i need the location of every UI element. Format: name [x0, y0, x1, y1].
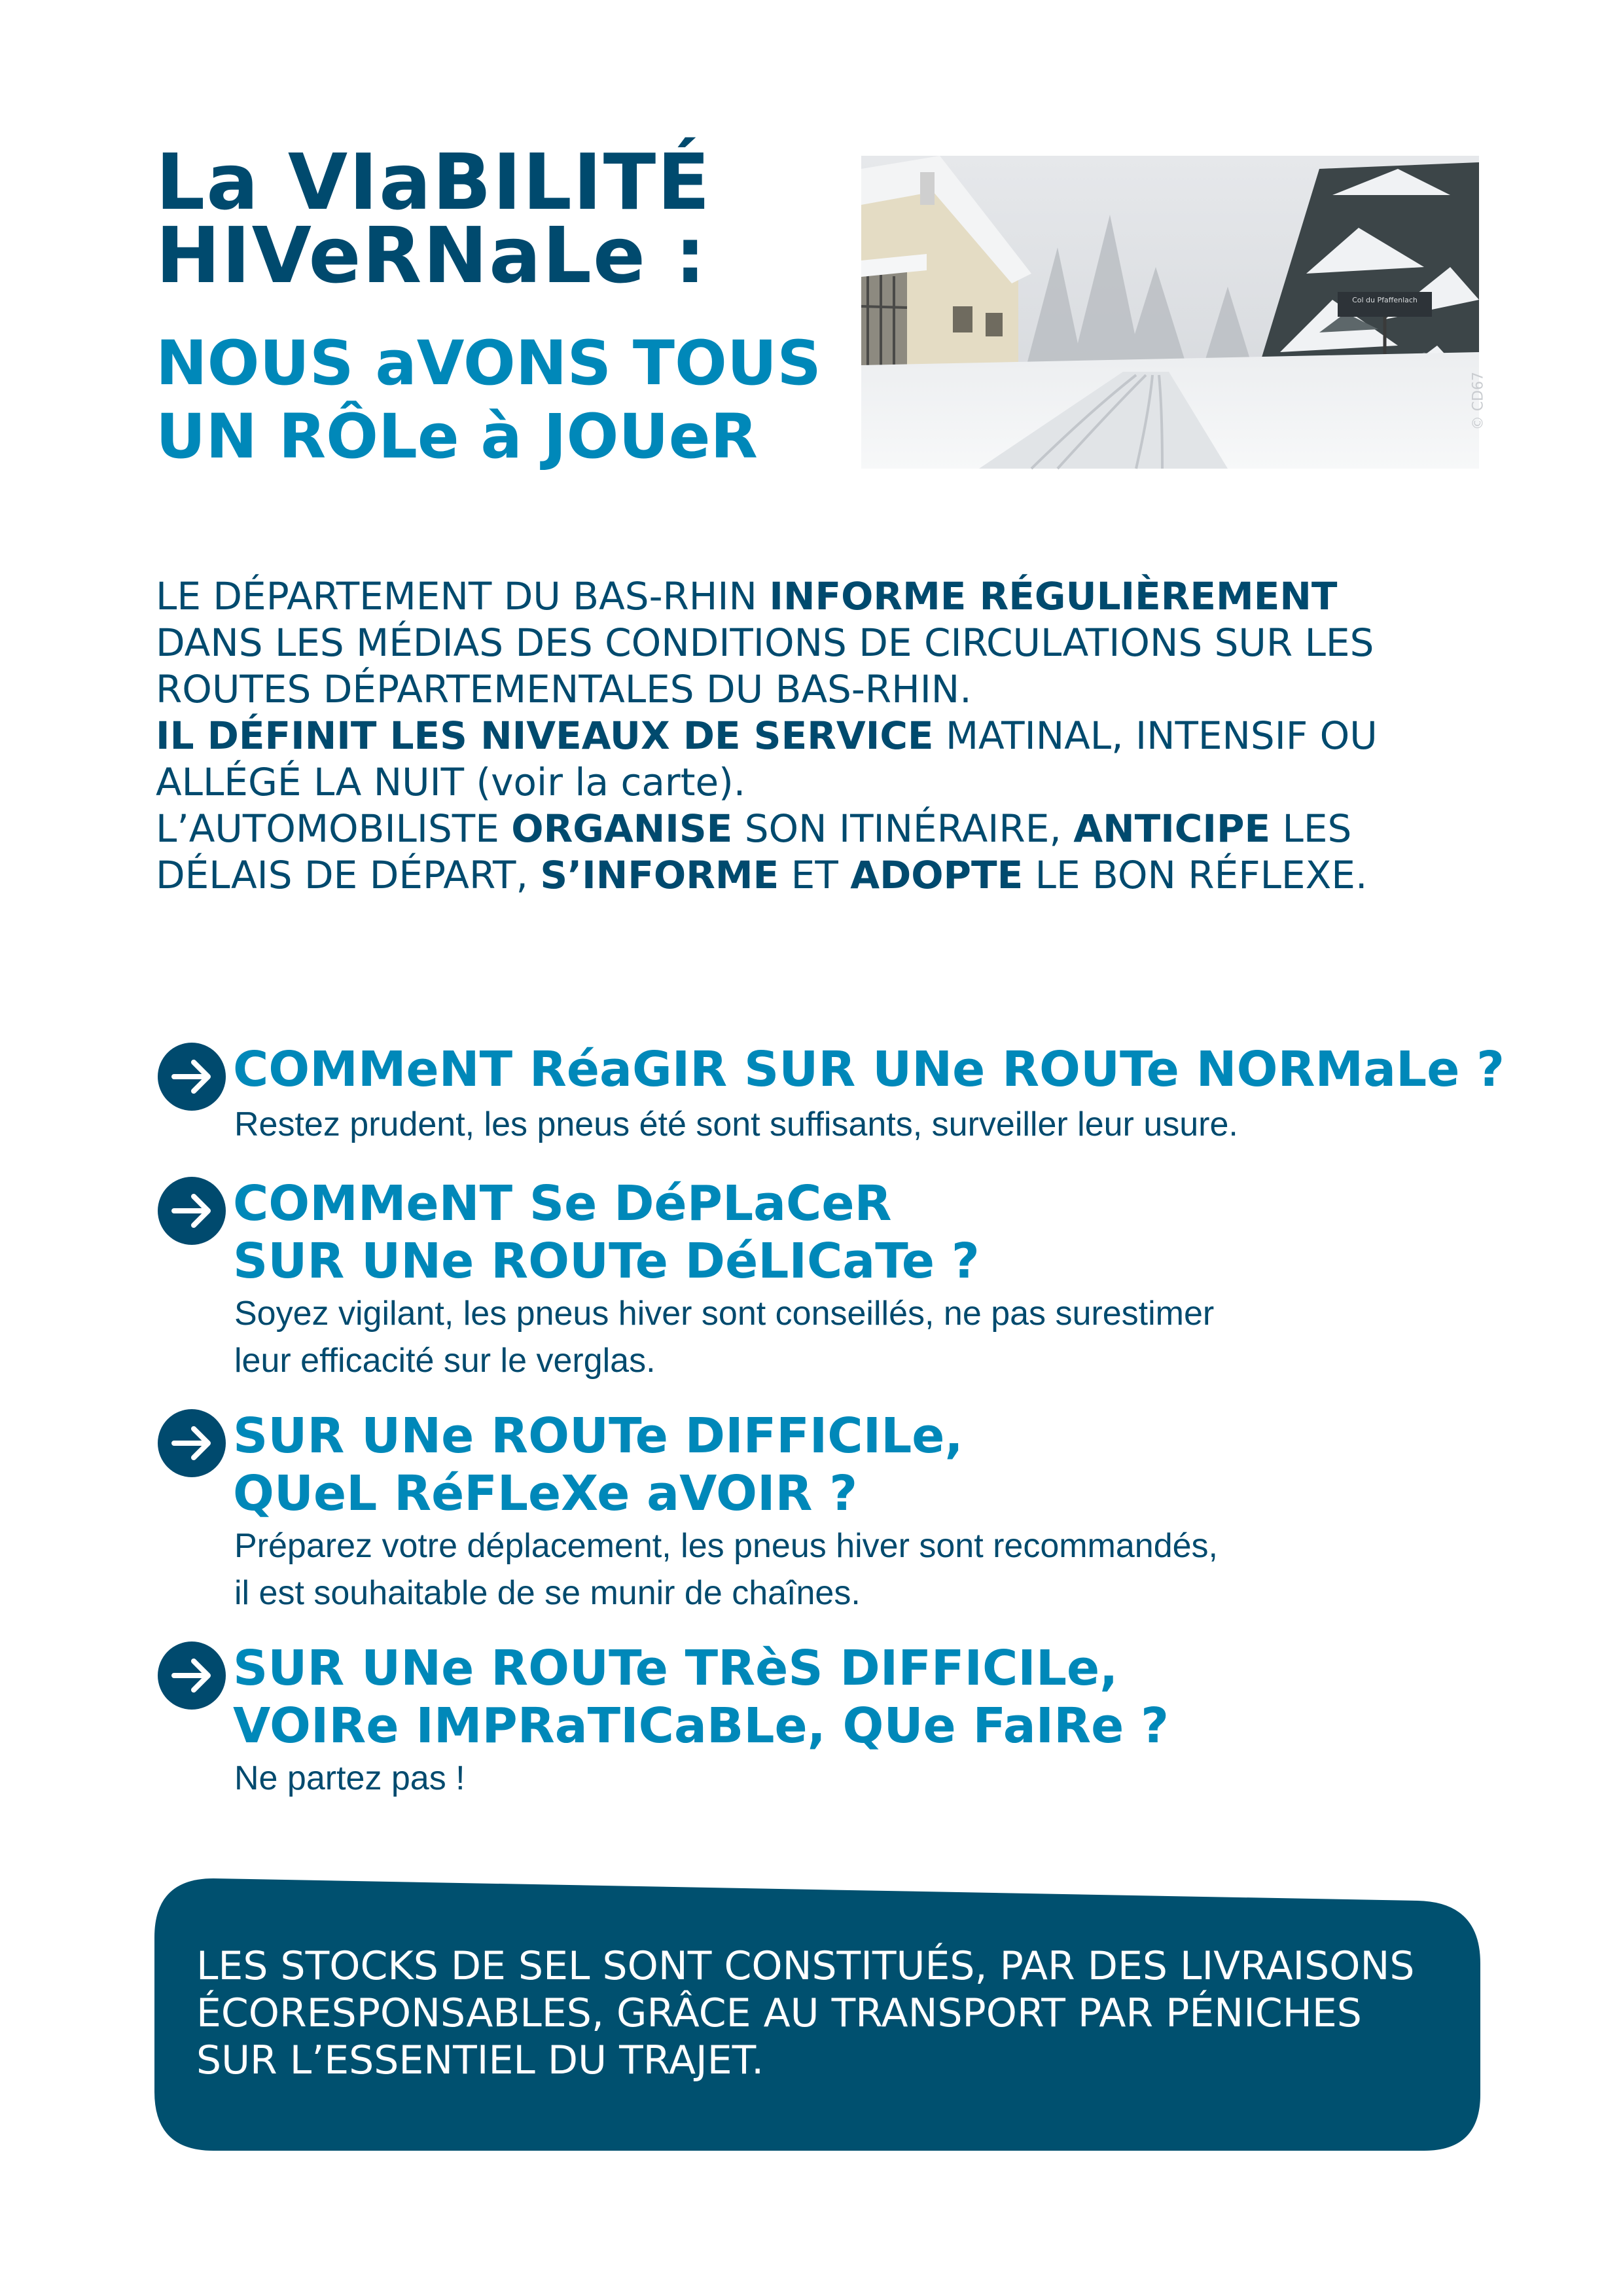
advice-question	[233, 1041, 1505, 1098]
page-subtitle	[156, 327, 876, 474]
advice-answer	[234, 1755, 465, 1802]
question-line: SUR UNe ROUTe DIFFICILe,	[233, 1408, 963, 1464]
intro-emphasis: ORGANISE	[511, 806, 733, 851]
banner-line: LES STOCKS DE SEL SONT CONSTITUÉS, PAR DES LIVRAISONS	[196, 1943, 1415, 1989]
answer-line: il est souhaitable de se munir de chaînes.	[234, 1574, 861, 1612]
snowy-road-illustration	[861, 156, 1479, 469]
intro-line	[156, 806, 1399, 852]
road-sign-text: Col du Pfaffenlach	[1352, 296, 1418, 304]
answer-line: Restez prudent, les pneus été sont suffisants, surveiller leur usure.	[234, 1105, 1238, 1143]
advice-answer	[234, 1290, 1214, 1384]
question-line: COMMeNT Se DéPLaCeR	[233, 1175, 892, 1232]
banner-line: SUR L’ESSENTIEL DU TRAJET.	[196, 2037, 764, 2083]
intro-line: ALLÉGÉ LA NUIT (voir la carte).	[156, 760, 746, 804]
intro-text: DÉLAIS DE DÉPART,	[156, 853, 541, 897]
intro-line: ROUTES DÉPARTEMENTALES DU BAS-RHIN.	[156, 667, 972, 711]
answer-line: Ne partez pas !	[234, 1759, 465, 1797]
intro-text: SON ITINÉRAIRE,	[732, 806, 1074, 851]
question-line: SUR UNe ROUTe TRèS DIFFICILe,	[233, 1640, 1118, 1696]
answer-line: Préparez votre déplacement, les pneus hiver sont recommandés,	[234, 1527, 1218, 1565]
answer-line: leur efficacité sur le verglas.	[234, 1342, 656, 1380]
subtitle-line-2: UN RÔLe à JOUeR	[156, 401, 758, 473]
intro-text: LES	[1270, 806, 1352, 851]
intro-emphasis: INFORME RÉGULIÈREMENT	[769, 574, 1338, 619]
advice-question	[233, 1640, 1169, 1755]
advice-answer	[234, 1522, 1218, 1617]
intro-text: L’AUTOMOBILISTE	[156, 806, 512, 851]
intro-line	[156, 573, 1399, 620]
arrow-right-icon	[156, 1175, 228, 1247]
salt-stock-text	[196, 1943, 1440, 2084]
intro-paragraph	[156, 573, 1399, 899]
banner-line: ÉCORESPONSABLES, GRÂCE AU TRANSPORT PAR PÉNICHES	[196, 1990, 1362, 2036]
title-line-1: La VIaBILITÉ	[156, 137, 711, 227]
title-line-2: HIVeRNaLe :	[156, 210, 707, 300]
advice-answer	[234, 1101, 1238, 1148]
question-line: QUeL RéFLeXe aVOIR ?	[233, 1465, 858, 1522]
intro-text: LE BON RÉFLEXE.	[1023, 853, 1368, 897]
question-line: COMMeNT RéaGIR SUR UNe ROUTe NORMaLe ?	[233, 1041, 1505, 1098]
answer-line: Soyez vigilant, les pneus hiver sont conseillés, ne pas surestimer	[234, 1295, 1215, 1333]
intro-line	[156, 713, 1399, 759]
intro-emphasis: IL DÉFINIT LES NIVEAUX DE SERVICE	[156, 713, 934, 758]
winter-road-photo	[861, 156, 1486, 469]
advice-question	[233, 1407, 963, 1522]
question-line: VOIRe IMPRaTICaBLe, QUe FaIRe ?	[233, 1698, 1169, 1754]
intro-emphasis: ANTICIPE	[1073, 806, 1271, 851]
arrow-right-icon	[156, 1640, 228, 1712]
intro-line	[156, 852, 1399, 899]
intro-text: MATINAL, INTENSIF OU	[933, 713, 1378, 758]
intro-text: LE DÉPARTEMENT DU BAS-RHIN	[156, 574, 770, 619]
intro-emphasis: ADOPTE	[850, 853, 1024, 897]
arrow-right-icon	[156, 1407, 228, 1479]
subtitle-line-1: NOUS aVONS TOUS	[156, 328, 821, 399]
question-line: SUR UNe ROUTe DéLICaTe ?	[233, 1233, 980, 1289]
page-title	[156, 137, 849, 300]
arrow-right-icon	[156, 1041, 228, 1113]
intro-line: DANS LES MÉDIAS DES CONDITIONS DE CIRCULATIONS SUR LES	[156, 620, 1374, 665]
photo-credit: © CD67	[1470, 372, 1486, 431]
advice-question	[233, 1175, 980, 1290]
intro-text: ET	[779, 853, 851, 897]
intro-emphasis: S’INFORME	[540, 853, 779, 897]
